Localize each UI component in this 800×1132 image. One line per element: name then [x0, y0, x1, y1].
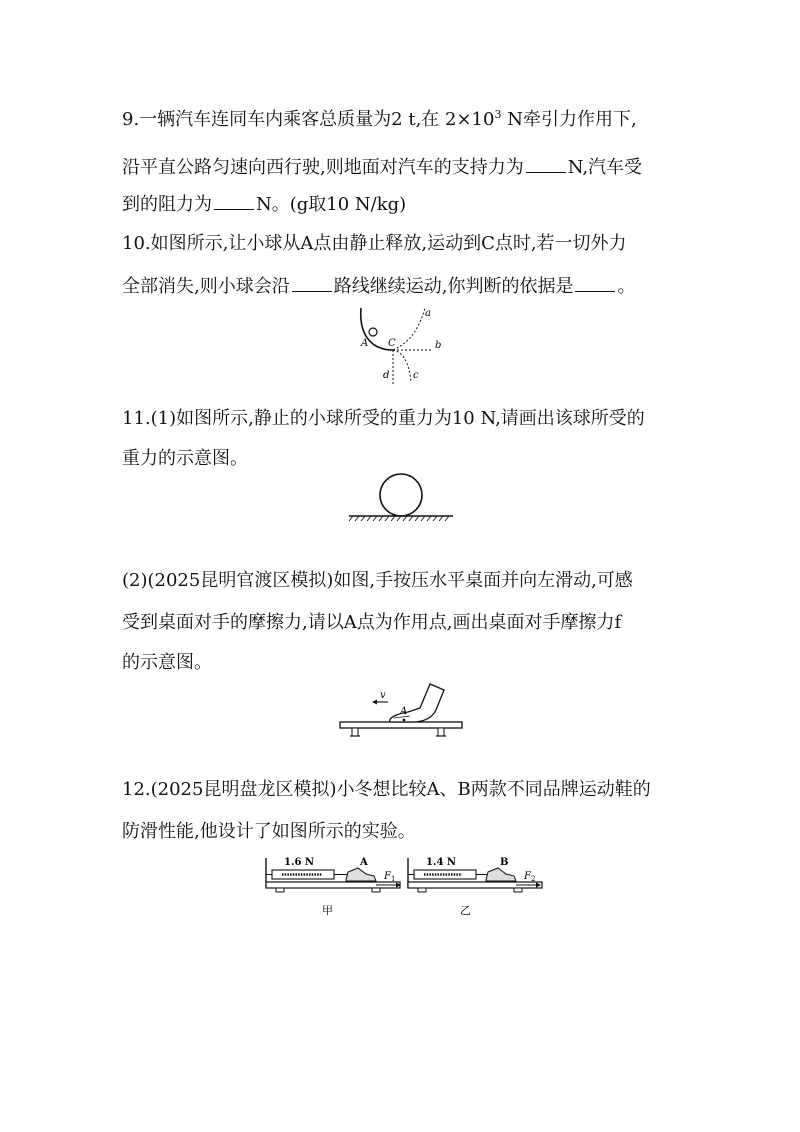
scale-reading: 1.6 N [284, 857, 315, 868]
q11-p2-text-1: (2)(2025昆明官渡区模拟)如图,手按压水平桌面并向左滑动,可感 [122, 570, 633, 591]
q12-figure-left [262, 848, 404, 918]
q11-part2-line-3 [122, 651, 212, 675]
q11-p1-text-1: 11.(1)如图所示,静止的小球所受的重力为10 N,请画出该球所受的 [122, 408, 645, 429]
label-v: v [380, 690, 386, 701]
q11-part1-line-1 [122, 407, 645, 431]
scale-reading: 1.4 N [426, 857, 457, 868]
q11-p2-text-3: 的示意图。 [122, 652, 212, 673]
force-subscript: 2 [531, 875, 536, 883]
q9-text-1-end: N牵引力作用下, [501, 109, 637, 130]
label-c: c [413, 370, 419, 381]
table-leg-left [352, 728, 358, 736]
ground-hatching [349, 516, 449, 521]
ball-icon [369, 328, 377, 336]
shoe-label: A [360, 857, 368, 868]
shoe-icon [346, 868, 376, 881]
q9-text-3b: N。(g取10 N/kg) [256, 194, 407, 215]
q11-p2-text-2: 受到桌面对手的摩擦力,请以A点为作用点,画出桌面对手摩擦力f [122, 612, 622, 633]
figure-caption-left: 甲 [322, 904, 333, 917]
q10-blank-reason[interactable] [575, 275, 615, 292]
q9-text-2b: N,汽车受 [567, 157, 643, 178]
q9-line-2 [122, 156, 642, 180]
q9-line-3 [122, 193, 406, 217]
q10-figure-track [355, 302, 455, 384]
force-label: F [384, 871, 391, 882]
table-leg-right [438, 728, 444, 736]
q10-text-2a: 全部消失,则小球会沿 [122, 276, 290, 297]
q11-part2-line-2 [122, 611, 621, 635]
ball-icon [380, 474, 422, 516]
path-c [393, 350, 411, 382]
point-A [403, 719, 406, 722]
q11-figure-ball-on-ground [345, 472, 457, 524]
q10-text-2c: 。 [617, 276, 636, 297]
q12-text-1: 12.(2025昆明盘龙区模拟)小冬想比较A、B两款不同品牌运动鞋的 [122, 779, 651, 800]
figure-caption-right: 乙 [460, 904, 471, 917]
q12-figure-right [404, 848, 546, 918]
table-top [340, 722, 462, 728]
q10-line-1 [122, 232, 627, 256]
q9-text-3a: 到的阻力为 [122, 194, 212, 215]
q9-line-1 [122, 108, 637, 132]
q9-exponent: 3 [494, 108, 502, 121]
q11-figure-hand-on-table [338, 680, 466, 746]
q10-blank-path[interactable] [292, 275, 332, 292]
label-a: a [425, 308, 431, 319]
q10-line-2 [122, 275, 635, 299]
shoe-label: B [500, 857, 509, 868]
shoe-icon [486, 868, 516, 881]
q12-text-2: 防滑性能,他设计了如图所示的实验。 [122, 821, 416, 842]
force-subscript: 1 [391, 875, 396, 883]
q10-text-1: 10.如图所示,让小球从A点由静止释放,运动到C点时,若一切外力 [122, 233, 627, 254]
label-C: C [388, 338, 396, 349]
label-A: A [400, 706, 408, 717]
spring-scale [414, 870, 476, 879]
q12-line-2 [122, 820, 416, 844]
label-b: b [435, 340, 442, 351]
spring-scale [272, 870, 334, 879]
q11-part2-line-1 [122, 569, 633, 593]
q9-blank-support-force[interactable] [526, 156, 566, 173]
q11-part1-line-2 [122, 447, 248, 471]
q9-text-1: 9.一辆汽车连同车内乘客总质量为2 t,在 2×10 [122, 109, 495, 130]
q9-text-2a: 沿平直公路匀速向西行驶,则地面对汽车的支持力为 [122, 157, 524, 178]
q10-text-2b: 路线继续运动,你判断的依据是 [333, 276, 574, 297]
q12-line-1 [122, 778, 651, 802]
label-d: d [383, 370, 390, 381]
hand-icon [390, 684, 444, 722]
label-A: A [361, 338, 369, 349]
force-label: F [524, 871, 531, 882]
q9-blank-resistance[interactable] [214, 193, 254, 210]
path-a [393, 308, 425, 350]
q11-p1-text-2: 重力的示意图。 [122, 448, 248, 469]
